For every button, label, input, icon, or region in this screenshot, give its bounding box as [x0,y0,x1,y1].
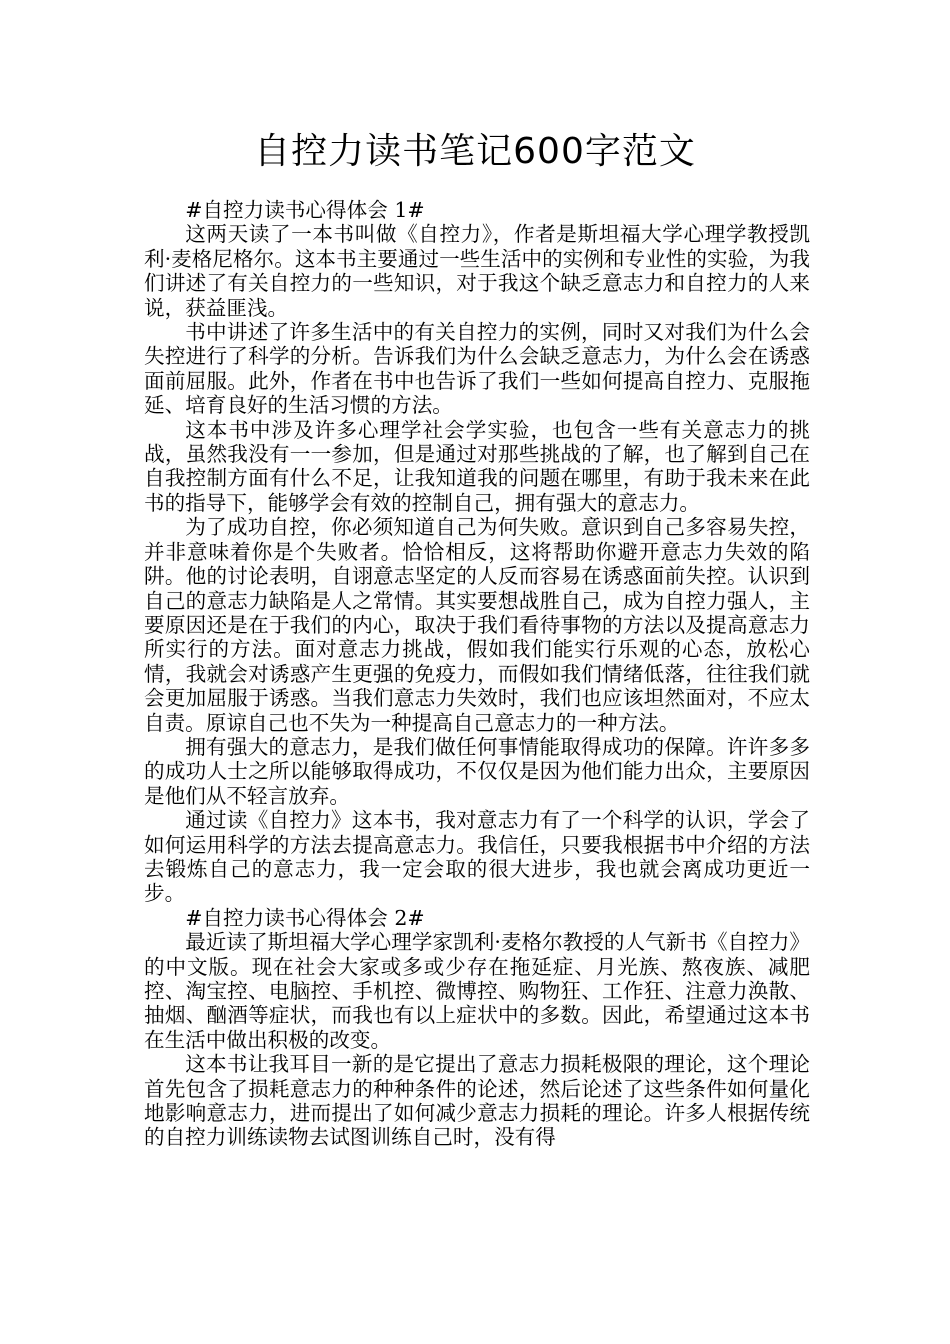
document-title: 自控力读书笔记600字范文 [254,131,696,172]
paragraph: 这两天读了一本书叫做《自控力》，作者是斯坦福大学心理学教授凯利·麦格尼格尔。这本书主要通过一些生活中的实例和专业性的实验，为我们讲述了有关自控力的一些知识，对于我这个缺乏意志力和自控力的人来说，获益匪浅。 [144,222,810,320]
paragraph: 通过读《自控力》这本书，我对意志力有了一个科学的认识，学会了如何运用科学的方法去提高意志力。我信任，只要我根据书中介绍的方法去锻炼自己的意志力，我一定会取的很大进步，我也就会离成功更近一步。 [144,808,810,906]
paragraph: 拥有强大的意志力，是我们做任何事情能取得成功的保障。许许多多的成功人士之所以能够取得成功，不仅仅是因为他们能力出众，主要原因是他们从不轻言放弃。 [144,734,810,808]
paragraph: 这本书让我耳目一新的是它提出了意志力损耗极限的理论，这个理论首先包含了损耗意志力的种种条件的论述，然后论述了这些条件如何量化地影响意志力，进而提出了如何减少意志力损耗的理论。许多人根据传统的自控力训练读物去试图训练自己时，没有得 [144,1052,810,1150]
paragraph: 最近读了斯坦福大学心理学家凯利·麦格尔教授的人气新书《自控力》的中文版。现在社会大家或多或少存在拖延症、月光族、熬夜族、减肥控、淘宝控、电脑控、手机控、微博控、购物狂、工作狂、注意力涣散、抽烟、酗酒等症状，而我也有以上症状中的多数。因此，希望通过这本书在生活中做出积极的改变。 [144,930,810,1052]
paragraph: 这本书中涉及许多心理学社会学实验，也包含一些有关意志力的挑战，虽然我没有一一参加，但是通过对那些挑战的了解，也了解到自己在自我控制方面有什么不足，让我知道我的问题在哪里，有助于我未来在此书的指导下，能够学会有效的控制自己，拥有强大的意志力。 [144,417,810,515]
paragraph: 为了成功自控，你必须知道自己为何失败。意识到自己多容易失控，并非意味着你是个失败者。恰恰相反，这将帮助你避开意志力失效的陷阱。他的讨论表明，自诩意志坚定的人反而容易在诱惑面前失控。认识到自己的意志力缺陷是人之常情。其实要想战胜自己，成为自控力强人，主要原因还是在于我们的内心，取决于我们看待事物的方法以及提高意志力所实行的方法。面对意志力挑战，假如我们能实行乐观的心态，放松心情，我就会对诱惑产生更强的免疫力，而假如我们情绪低落，往往我们就会更加屈服于诱惑。当我们意志力失效时，我们也应该坦然面对，不应太自责。原谅自己也不失为一种提高自己意志力的一种方法。 [144,515,810,735]
section-heading: #自控力读书心得体会 2# [185,905,425,930]
section-heading: #自控力读书心得体会 1# [185,198,425,222]
document-body [144,198,810,1150]
paragraph: 书中讲述了许多生活中的有关自控力的实例，同时又对我们为什么会失控进行了科学的分析。告诉我们为什么会缺乏意志力，为什么会在诱惑面前屈服。此外，作者在书中也告诉了我们一些如何提高自控力、克服拖延、培育良好的生活习惯的方法。 [144,320,810,418]
